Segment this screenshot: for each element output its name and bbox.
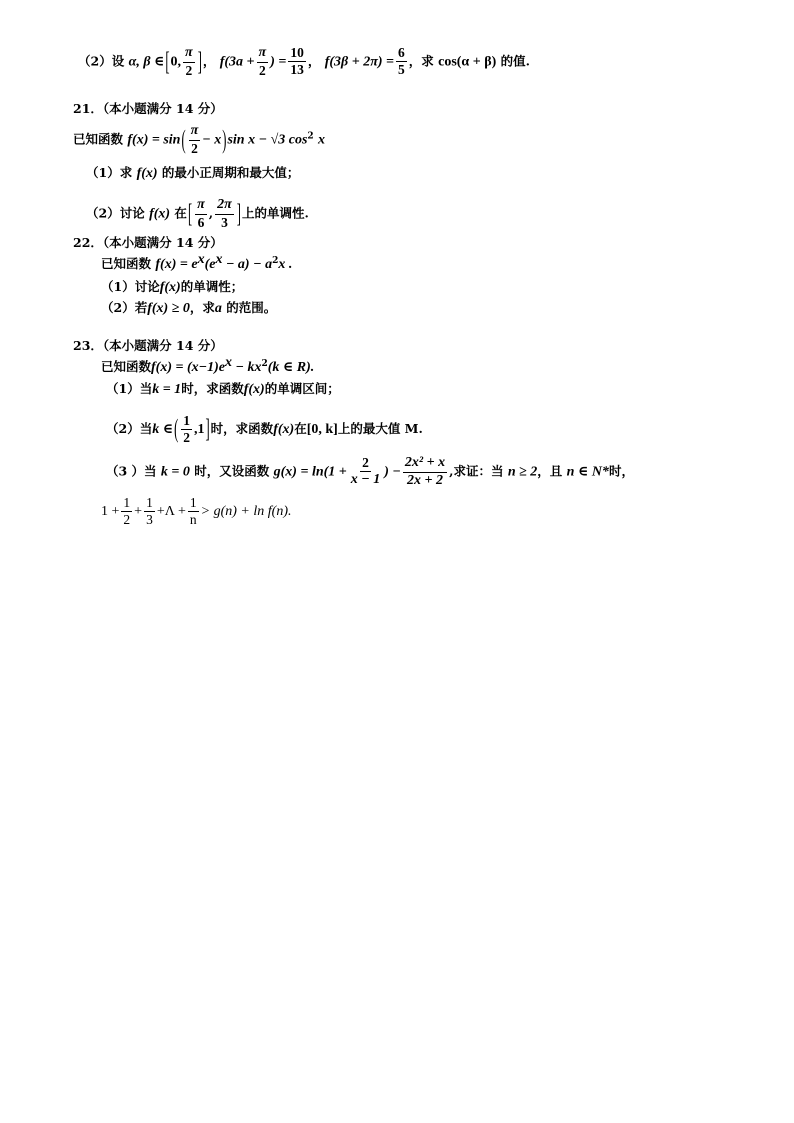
q21-pi-over-2: $\frac{\pi}{2}$ <box>190 123 199 156</box>
q23-p3-text-d: 时， <box>608 463 634 479</box>
q23-frac-poly: $\frac{\text{2x² + x}}{2x + 2}$ <box>404 455 446 488</box>
q23-p3-g: g(x) = ln(1 + <box>273 464 347 480</box>
q22-p1-fx: f(x) <box>159 280 181 295</box>
q23-part3 <box>106 456 634 488</box>
q23-p1-text-a: 时，求函数 <box>181 381 244 396</box>
q23-fdef: f(x) = (x−1)e <box>151 360 226 375</box>
q22-p2-text-b: 的范围。 <box>226 300 277 315</box>
q23-fdef2: − kx <box>232 360 262 375</box>
q20-pi-over-2: $\frac{\pi}{2}$ <box>185 45 193 78</box>
q22-p1-label: （1）讨论 <box>101 279 160 294</box>
q23-p1-text-b: 的单调区间； <box>264 381 340 396</box>
q21-p2-label: （2）讨论 <box>86 205 145 221</box>
q21-part1 <box>86 167 299 181</box>
q21-minus-x: − x <box>202 132 222 148</box>
ineq-plus: + <box>134 504 143 520</box>
q20-pi-over-2b: $\frac{\pi}{2}$ <box>258 45 267 78</box>
left-bracket: [ <box>187 198 193 229</box>
q23-one: ,1 <box>194 422 205 438</box>
q23-statement <box>101 354 315 375</box>
q20-f2: f(3β + 2π) = <box>324 54 394 70</box>
q20-10-over-13: $\frac{10}{13}$ <box>290 45 304 78</box>
left-bracket: [ <box>165 46 170 77</box>
q20-zero: 0, <box>170 54 182 70</box>
q23-p3-label: （3 ）当 <box>106 463 157 479</box>
q20-part2-label: （2） <box>78 53 112 69</box>
q20-part2 <box>78 46 530 78</box>
q20-vars: α, β ∈ <box>128 54 165 70</box>
right-bracket: ] <box>236 198 241 229</box>
right-bracket: ] <box>197 46 202 77</box>
q23-p2-k: k ∈ <box>152 422 174 438</box>
q22-heading: 22．（本小题满分 14 分） <box>73 235 223 250</box>
q23-part1 <box>106 383 340 397</box>
q20-sep2: ， <box>307 53 321 69</box>
q21-pi-over-6: $\frac{\pi}{6}$ <box>197 197 205 230</box>
q23-p2-text-b: 上的最大值 M. <box>337 421 423 437</box>
q23-p3-mid: ) − <box>384 464 401 480</box>
q22-p1-text: 的单调性； <box>180 279 244 294</box>
q22-p2-label: （2）若 <box>101 300 148 315</box>
q22-square: 2 <box>272 255 279 266</box>
q23-p3-text-b: ,求证：当 <box>449 463 504 479</box>
q21-square: 2 <box>307 131 314 142</box>
q21-2pi-over-3: $\frac{2\pi}{3}$ <box>217 197 232 230</box>
ineq-third: $\frac{1}{3}$ <box>146 495 153 528</box>
left-paren: ( <box>174 414 179 444</box>
q23-part2 <box>106 414 423 445</box>
q23-p2-in: 在 <box>294 421 307 437</box>
q22-exp1: x <box>197 251 205 267</box>
q23-p1-k: k = 1 <box>152 382 182 397</box>
q23-heading: 23．（本小题满分 14 分） <box>73 338 223 353</box>
ineq-dots: +Λ + <box>156 504 186 520</box>
q23-square: 2 <box>261 358 268 369</box>
right-bracket: ] <box>205 414 210 444</box>
q21-p2-in: 在 <box>174 205 187 221</box>
q22-fend: x . <box>278 257 293 272</box>
q20-tail: 的值. <box>500 53 530 69</box>
q21-fx: f(x) = sin <box>127 132 181 148</box>
ineq-half: $\frac{1}{2}$ <box>123 495 131 528</box>
q22-exp2: x <box>215 251 223 267</box>
q22-statement <box>101 251 293 272</box>
q23-known: 已知函数 <box>101 359 152 374</box>
ineq-one: 1 + <box>101 504 120 520</box>
q20-f1: f(3a + <box>219 54 255 70</box>
q21-p1-label: （1）求 <box>86 165 133 180</box>
q21-p2-text: 上的单调性. <box>241 205 309 221</box>
q23-p3-k: k = 0 <box>160 464 190 480</box>
q22-known: 已知函数 <box>101 256 152 271</box>
q23-p2-label: （2）当 <box>106 421 153 437</box>
q21-heading: 21．（本小题满分 14 分） <box>73 101 223 116</box>
q23-p3-text-a: 时，又设函数 <box>194 463 270 479</box>
q23-frac-2-over-x-1: $\frac{2}{x - 1}$ <box>350 455 381 488</box>
q22-fdef: f(x) = e <box>155 257 198 272</box>
q20-f1-close: ) = <box>270 54 287 70</box>
q20-6-over-5: $\frac{6}{5}$ <box>397 45 405 78</box>
q21-known: 已知函数 <box>73 131 124 147</box>
q20-sep1: ， <box>202 53 216 69</box>
q21-p1-fx: f(x) <box>136 166 158 181</box>
q23-p3-n: n ≥ 2 <box>507 464 538 480</box>
q22-p2-a: a <box>214 301 222 316</box>
q23-p3-text-c: ，且 <box>537 463 563 479</box>
q23-half: $\frac{1}{2}$ <box>183 413 190 446</box>
q22-part2 <box>101 302 276 316</box>
q23-p2-interval: [0, k] <box>306 422 338 438</box>
q23-fdef3: (k ∈ R). <box>267 360 315 375</box>
q23-p2-text-a: 时，求函数 <box>210 421 274 437</box>
ineq-one-over-n: $\frac{1}{n}$ <box>189 495 197 528</box>
ineq-rhs: > g(n) + ln f(n). <box>200 504 292 520</box>
q22-fmid2: − a) − a <box>222 257 273 272</box>
right-paren: ) <box>222 124 227 155</box>
q23-p1-fx: f(x) <box>243 382 265 397</box>
left-paren: ( <box>181 124 186 155</box>
q22-fmid: (e <box>204 257 216 272</box>
q23-p1-label: （1）当 <box>106 381 153 396</box>
q20-cos: cos(α + β) <box>438 54 497 70</box>
q21-rest: sin x − √3 cos <box>227 132 308 148</box>
q20-set-text: 设 <box>111 53 125 69</box>
q23-p3-nset: n ∈ N* <box>566 464 609 480</box>
q22-part1 <box>101 281 243 295</box>
q22-p2-cond: f(x) ≥ 0 <box>147 301 190 316</box>
q23-p2-fx: f(x) <box>273 422 295 438</box>
q21-x: x <box>318 132 326 148</box>
q20-ask: ，求 <box>408 53 434 69</box>
q21-part2: （2）讨论 f(x) 在[ $\frac{\pi}{6}$ , $\frac{2\pi}{3}$ ]上的单调性. <box>86 197 309 230</box>
q21-p2-fx: f(x) <box>149 206 171 222</box>
q23-exp: x <box>225 354 233 370</box>
q21-statement <box>73 124 325 156</box>
q23-inequality <box>101 496 291 527</box>
q22-p2-text-a: ，求 <box>189 300 215 315</box>
q21-p1-text: 的最小正周期和最大值； <box>161 165 300 180</box>
